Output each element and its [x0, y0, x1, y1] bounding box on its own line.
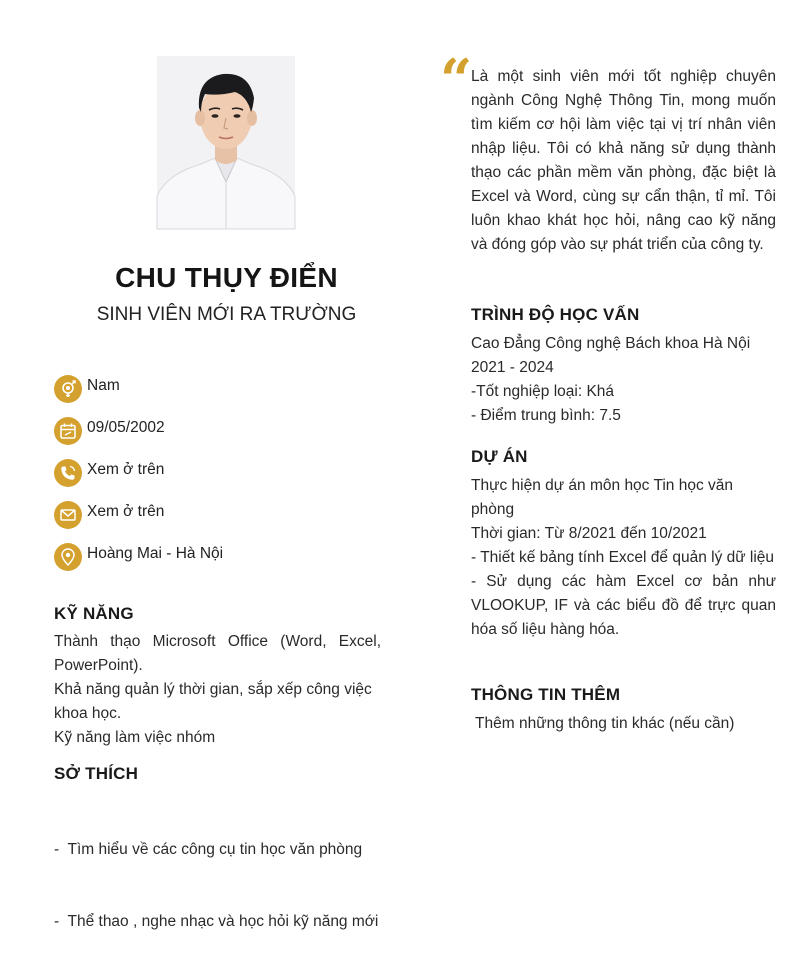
extra-info-text: Thêm những thông tin khác (nếu cần)	[471, 715, 735, 732]
contact-email	[54, 500, 164, 530]
hobbies-heading: SỞ THÍCH	[54, 764, 139, 783]
skill-item: Khả năng quản lý thời gian, sắp xếp công việc khoa học.	[54, 681, 372, 722]
contact-birthday	[54, 416, 165, 446]
career-summary: Là một sinh viên mới tốt nghiệp chuyên ngành Công Nghệ Thông Tin, mong muốn tìm kiếm cơ hội làm việc tại vị trí nhân viên nhập liệu. Tôi có khả năng sử dụng thành thạo các phần mềm văn phòng, đặc biệt là Excel và Word, cùng sự cẩn thận, tỉ mỉ. Tôi luôn khao khát học hỏi, nâng cao kỹ năng và đóng góp vào sự phát triển của công ty.	[471, 68, 776, 253]
address-value: Hoàng Mai - Hà Nội	[87, 545, 224, 562]
graduation-rank: -Tốt nghiệp loại: Khá	[471, 383, 615, 400]
education-details	[471, 332, 776, 428]
gpa: - Điểm trung bình: 7.5	[471, 407, 621, 424]
contact-address	[54, 542, 223, 572]
email-icon	[54, 501, 82, 529]
birthday-value: 09/05/2002	[87, 419, 165, 436]
quote-icon: “	[440, 47, 473, 113]
study-years: 2021 - 2024	[471, 359, 554, 376]
phone-value: Xem ở trên	[87, 461, 165, 478]
contact-gender	[54, 374, 120, 404]
projects-heading: DỰ ÁN	[471, 447, 528, 466]
gender-icon	[54, 375, 82, 403]
job-title: SINH VIÊN MỚI RA TRƯỜNG	[96, 304, 357, 325]
education-heading: TRÌNH ĐỘ HỌC VẤN	[471, 305, 640, 324]
project-point: - Thiết kế bảng tính Excel để quản lý dữ liệu	[471, 549, 775, 566]
portrait-image	[157, 56, 295, 229]
contact-phone	[54, 458, 164, 488]
calendar-icon	[54, 417, 82, 445]
project-name: Thực hiện dự án môn học Tin học văn phòng	[471, 477, 734, 518]
hobbies-list	[54, 790, 394, 958]
skills-list	[54, 630, 381, 750]
skill-item: Kỹ năng làm việc nhóm	[54, 729, 216, 746]
school-name: Cao Đẳng Công nghệ Bách khoa Hà Nội	[471, 335, 751, 352]
hobby-item: - Tìm hiểu về các công cụ tin học văn phòng	[54, 841, 363, 858]
phone-icon	[54, 459, 82, 487]
profile-photo	[157, 56, 295, 229]
person-name: CHU THỤY ĐIỂN	[115, 262, 338, 293]
project-point: - Sử dụng các hàm Excel cơ bản như VLOOKUP, IF và các biểu đồ để trực quan hóa số liệu hàng hóa.	[471, 573, 776, 638]
skills-heading: KỸ NĂNG	[54, 604, 134, 623]
hobby-item: - Thể thao , nghe nhạc và học hỏi kỹ năng mới	[54, 913, 379, 930]
project-time: Thời gian: Từ 8/2021 đến 10/2021	[471, 525, 707, 542]
skill-item: Thành thạo Microsoft Office (Word, Excel, PowerPoint).	[54, 633, 381, 674]
extra-info-heading: THÔNG TIN THÊM	[471, 685, 621, 704]
project-details	[471, 474, 776, 642]
gender-value: Nam	[87, 377, 120, 394]
email-value: Xem ở trên	[87, 503, 165, 520]
location-icon	[54, 543, 82, 571]
